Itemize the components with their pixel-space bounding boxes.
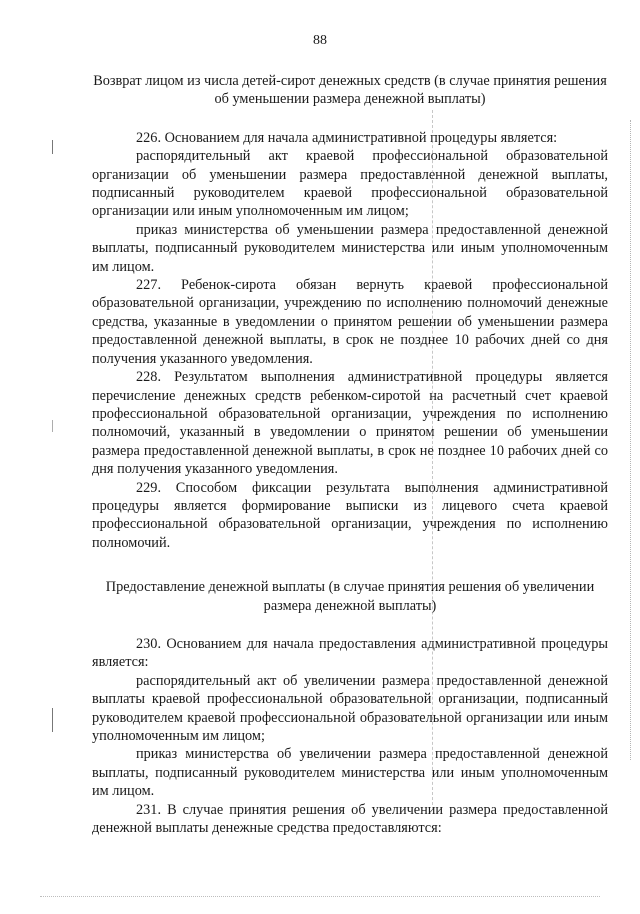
paragraph-228: 228. Результатом выполнения административной процедуры является перечисление денежных средств ребенком-сиротой на расчетный счет краевой профессиональной образовательной организации, учреждения по исполнению полномочий, указанный в уведомлении о принятом решении об уменьшении размера предоставленной денежной выплаты, в срок не позднее 10 рабочих дней со дня получения указанного уведомления.: [92, 369, 608, 478]
paragraph-226-item-2: приказ министерства об уменьшении размера предоставленной денежной выплаты, подписанный руководителем министерства или иным уполномоченным им лицом.: [92, 221, 608, 275]
paragraph-230: 230. Основанием для начала предоставления административной процедуры является:: [92, 635, 608, 671]
paragraph-226-item-1: распорядительный акт краевой профессиональной образовательной организации об уменьшении размера предоставленной денежной выплаты, подписанный руководителем краевой профессиональной образовательной организации или иным уполномоченным им лицом;: [92, 148, 608, 220]
paragraph-230-item-1: распорядительный акт об увеличении размера предоставленной денежной выплаты краевой профессиональной образовательной организации, подписанный руководителем краевой профессиональной образовательной организации или иным уполномоченным им лицом;: [92, 672, 608, 744]
paragraph-226: 226. Основанием для начала административной процедуры является:: [136, 129, 558, 146]
page-body: [92, 68, 608, 837]
scan-fold-line: [432, 110, 433, 810]
paragraph-230-item-2: приказ министерства об увеличении размера предоставленной денежной выплаты, подписанный руководителем министерства или иным уполномоченным им лицом.: [92, 746, 608, 800]
scan-right-edge: [630, 120, 631, 760]
scan-margin-mark: [52, 420, 53, 432]
scan-margin-mark: [52, 140, 53, 154]
scan-bottom-edge: [40, 896, 600, 897]
page-number: 88: [313, 33, 327, 48]
paragraph-229: 229. Способом фиксации результата выполнения административной процедуры является формирование выписки из лицевого счета краевой профессиональной образовательной организации, учреждения по исполнению полномочий.: [92, 479, 608, 551]
paragraph-231: 231. В случае принятия решения об увеличении размера предоставленной денежной выплаты денежные средства предоставляются:: [92, 801, 608, 837]
section-heading-increase: Предоставление денежной выплаты (в случае принятия решения об увеличении размера денежной выплаты): [105, 579, 595, 614]
section-heading-refund: Возврат лицом из числа детей-сирот денежных средств (в случае принятия решения об уменьшении размера денежной выплаты): [93, 73, 607, 108]
paragraph-227: 227. Ребенок-сирота обязан вернуть краевой профессиональной образовательной организации, учреждению по исполнению полномочий денежные средства, указанные в уведомлении о принятом решении об уменьшении размера предоставленной денежной выплаты, в срок не позднее 10 рабочих дней со дня получения указанного уведомления.: [92, 277, 608, 367]
scan-margin-mark: [52, 708, 53, 732]
